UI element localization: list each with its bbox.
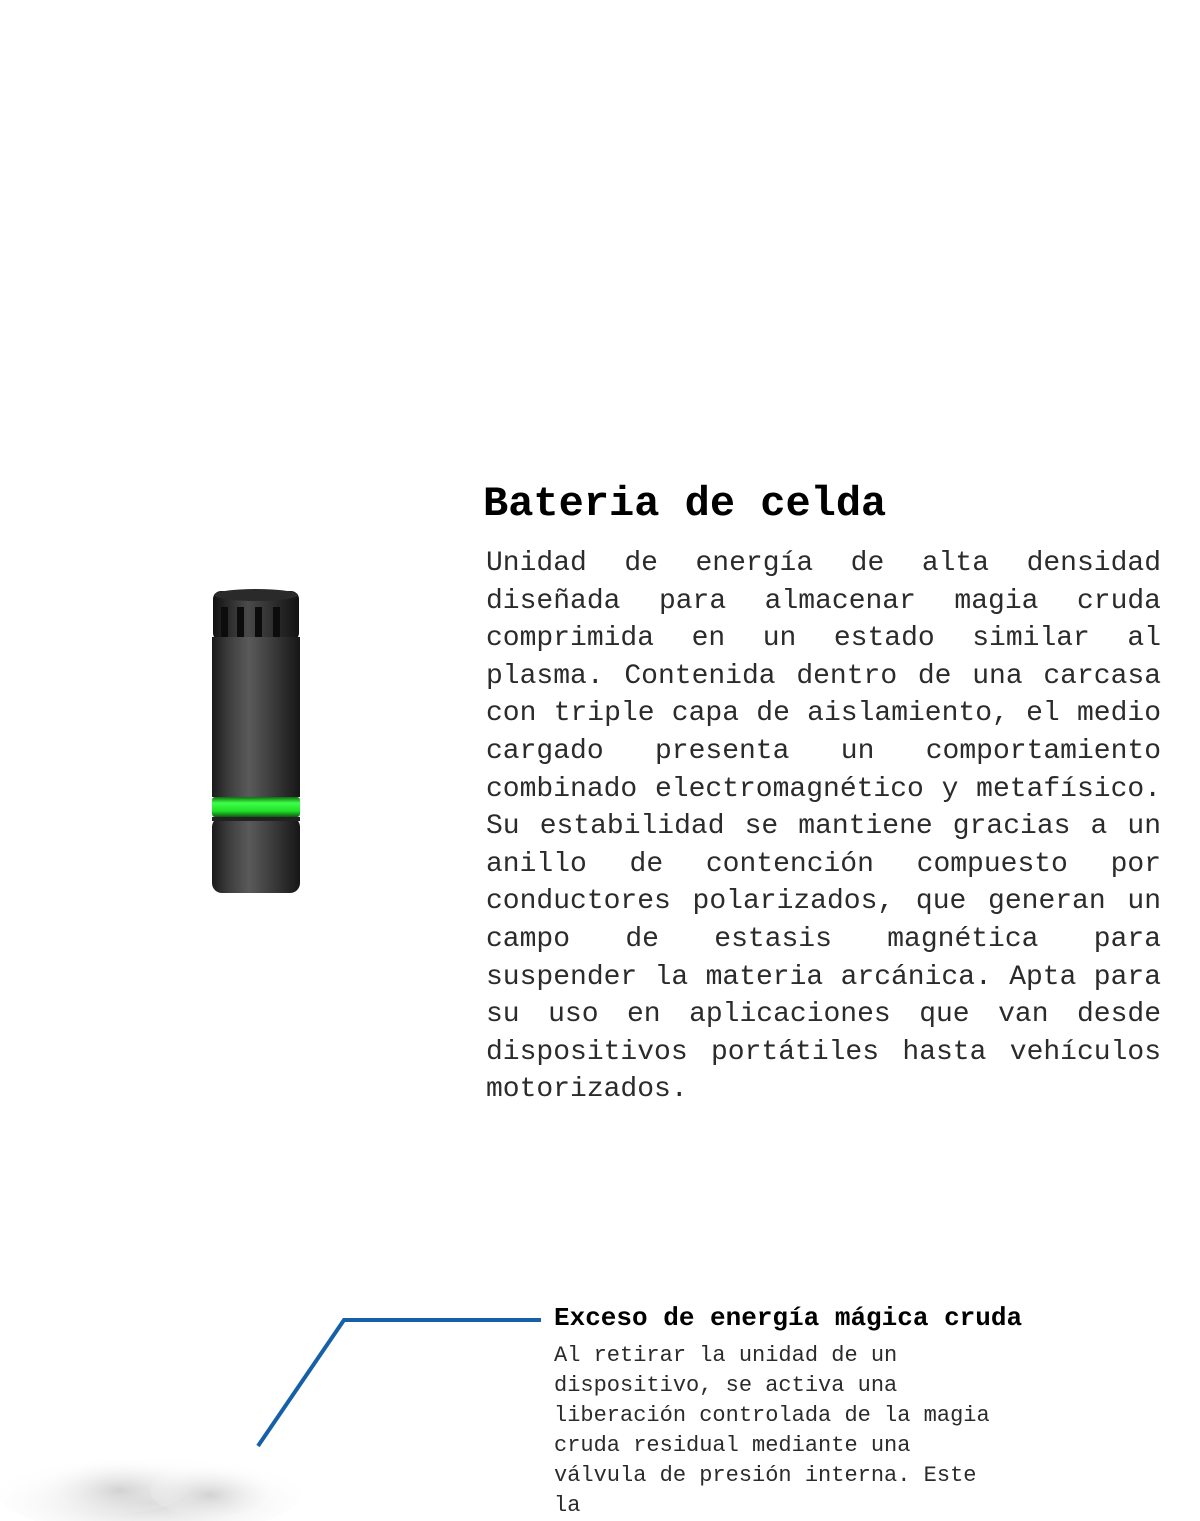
smoke-illustration: [0, 1430, 320, 1520]
containment-ring: [212, 797, 300, 817]
product-title: Bateria de celda: [483, 480, 887, 528]
callout-text: Al retirar la unidad de un dispositivo, se activa una liberación controlada de la magia cruda residual mediante una válvula de presión interna. Este la: [554, 1343, 990, 1518]
callout-title: Exceso de energía mágica cruda: [554, 1303, 1023, 1333]
product-description: Unidad de energía de alta densidad diseñada para almacenar magia cruda comprimida en un estado similar al plasma. Contenida dentro de una carcasa con triple capa de aislamiento, el medio cargado presenta un comportamiento combinado electromagnético y metafísico. Su estabilidad se mantiene gracias a un anillo de contención compuesto por conductores polarizados, que generan un campo de estasis magnética para suspender la materia arcánica. Apta para su uso en aplicaciones que van desde dispositivos portátiles hasta vehículos motorizados.: [486, 548, 1161, 1106]
battery-body: [212, 637, 300, 797]
battery-base: [212, 817, 300, 893]
battery-cell-icon: [203, 585, 307, 900]
